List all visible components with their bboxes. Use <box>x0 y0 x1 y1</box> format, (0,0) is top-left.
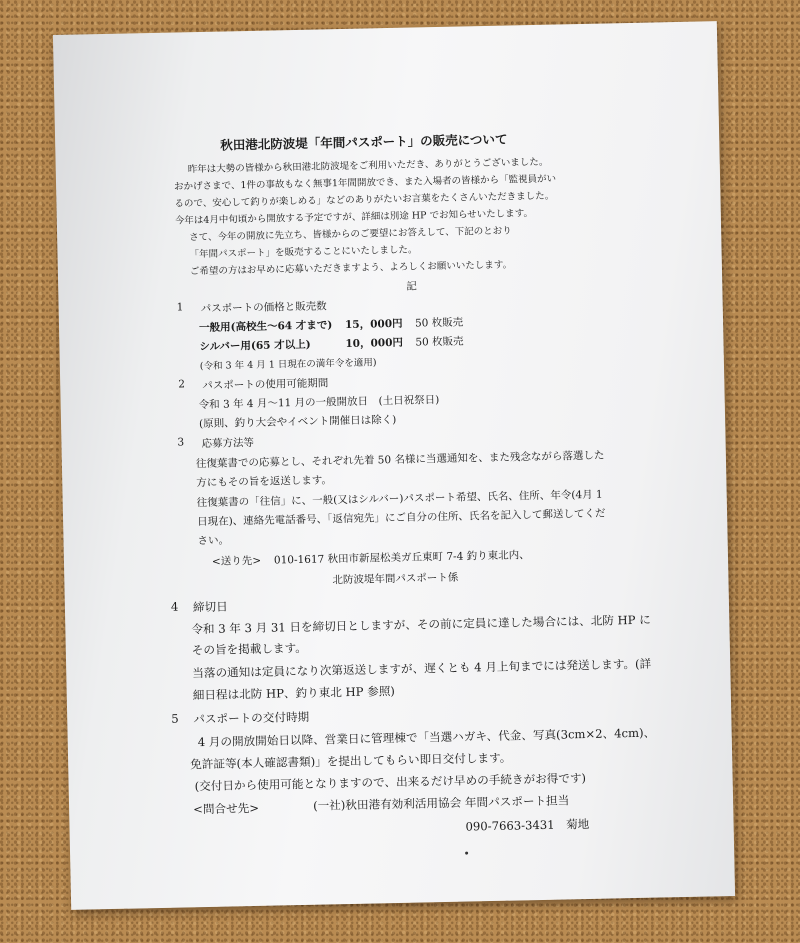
price-row-price: 10，000円 <box>345 336 404 350</box>
address-label: <送り先> <box>211 554 262 568</box>
section4-number: 4 <box>170 599 179 614</box>
deadline-line: 令和 3 年 3 月 31 日を締切日としますが、その前に定員に達した場合には、北防 HP に <box>191 612 651 637</box>
section2-number: 2 <box>178 378 186 391</box>
intro-line: るので、安心して釣りが楽しめる」などのありがたいお言葉をたくさんいただきました。 <box>174 190 555 210</box>
section1-number: 1 <box>176 301 184 314</box>
section2-heading: パスポートの使用可能期間 <box>202 377 329 392</box>
age-note: (令和 3 年 4 月 1 日現在の満年令を適用) <box>199 357 377 373</box>
ki-heading: 記 <box>406 280 417 293</box>
mailing-address-dept: 北防波堤年間パスポート係 <box>332 571 459 587</box>
contact-organization: (一社)秋田港有効利活用協会 年間パスポート担当 <box>312 793 570 813</box>
price-row-label: 一般用(高校生～64 才まで) <box>198 319 333 335</box>
section3-heading: 応募方法等 <box>201 436 255 451</box>
issuance-line: 免許証等(本人確認書類)」を提出してもらい即日交付します。 <box>190 750 512 772</box>
price-row-count: 50 枚販売 <box>414 316 464 330</box>
deadline-line: 細日程は北防 HP、釣り東北 HP 参照) <box>192 684 395 703</box>
notice-document <box>53 21 735 910</box>
period-line: 令和 3 年 4 月～11 月の一般開放日 (土日祝祭日) <box>198 394 440 412</box>
intro-line: さて、今年の開放に先立ち、皆様からのご要望にお答えして、下記のとおり <box>189 225 512 244</box>
intro-line: 昨年は大勢の皆様から秋田港北防波堤をご利用いただき、ありがとうございました。 <box>187 156 549 176</box>
paper-sheet <box>53 21 735 910</box>
deadline-line: その旨を掲載します。 <box>191 640 307 658</box>
application-line: さい。 <box>197 534 230 548</box>
application-line: 往復葉書での応募とし、それぞれ先着 50 名様に当選通知を、また残念ながら落選した <box>195 449 605 471</box>
mailing-address: 010-1617 秋田市新屋松美ガ丘東町 7-4 釣り東北内、 <box>273 549 530 567</box>
deadline-line: 当落の通知は定員になり次第返送しますが、遅くとも 4 月上旬までには発送します。(詳 <box>192 656 652 681</box>
issuance-line: 4 月の開放開始日以降、営業日に管理棟で「当選ハガキ、代金、写真(3cm×2、4cm)、 <box>197 725 656 750</box>
section4-heading: 締切日 <box>192 599 228 615</box>
application-line: 方にもその旨を返送します。 <box>196 474 333 490</box>
price-row-count: 50 枚販売 <box>415 335 464 349</box>
intro-line: おかげさまで、1件の事故もなく無事1年間開放でき、また入場者の皆様から「監視員がい <box>174 173 557 193</box>
intro-line: ご希望の方はお早めに応募いただきますよう、よろしくお願いいたします。 <box>189 259 513 278</box>
intro-line: 「年間パスポート」を販売することにいたしました。 <box>189 244 418 261</box>
section1-heading: パスポートの価格と販売数 <box>200 300 327 316</box>
section5-number: 5 <box>171 711 179 726</box>
period-line: (原則、釣り大会やイベント開催日は除く) <box>198 413 397 431</box>
price-row-price: 15，000円 <box>344 317 403 331</box>
issuance-line: (交付日から使用可能となりますので、出来るだけ早めの手続きがお得です) <box>194 771 587 794</box>
contact-phone: 090-7663-3431 菊地 <box>465 816 590 834</box>
contact-label: <問合せ先> <box>193 800 260 817</box>
document-title: 秋田港北防波堤「年間パスポート」の販売について <box>220 131 508 153</box>
intro-line: 今年は4月中旬頃から開放する予定ですが、詳細は別途 HP でお知らせいたします。 <box>174 208 534 227</box>
paper-speck <box>465 852 468 855</box>
section3-number: 3 <box>177 436 185 449</box>
section5-heading: パスポートの交付時期 <box>193 709 310 727</box>
application-line: 往復葉書の「往信」に、一般(又はシルバー)パスポート希望、氏名、住所、年令(4月 1 <box>196 488 603 510</box>
price-row-label: シルバー用(65 才以上) <box>199 338 311 354</box>
application-line: 日現在)、連絡先電話番号、「返信宛先」にご自分の住所、氏名を記入して郵送してくだ <box>197 507 606 529</box>
